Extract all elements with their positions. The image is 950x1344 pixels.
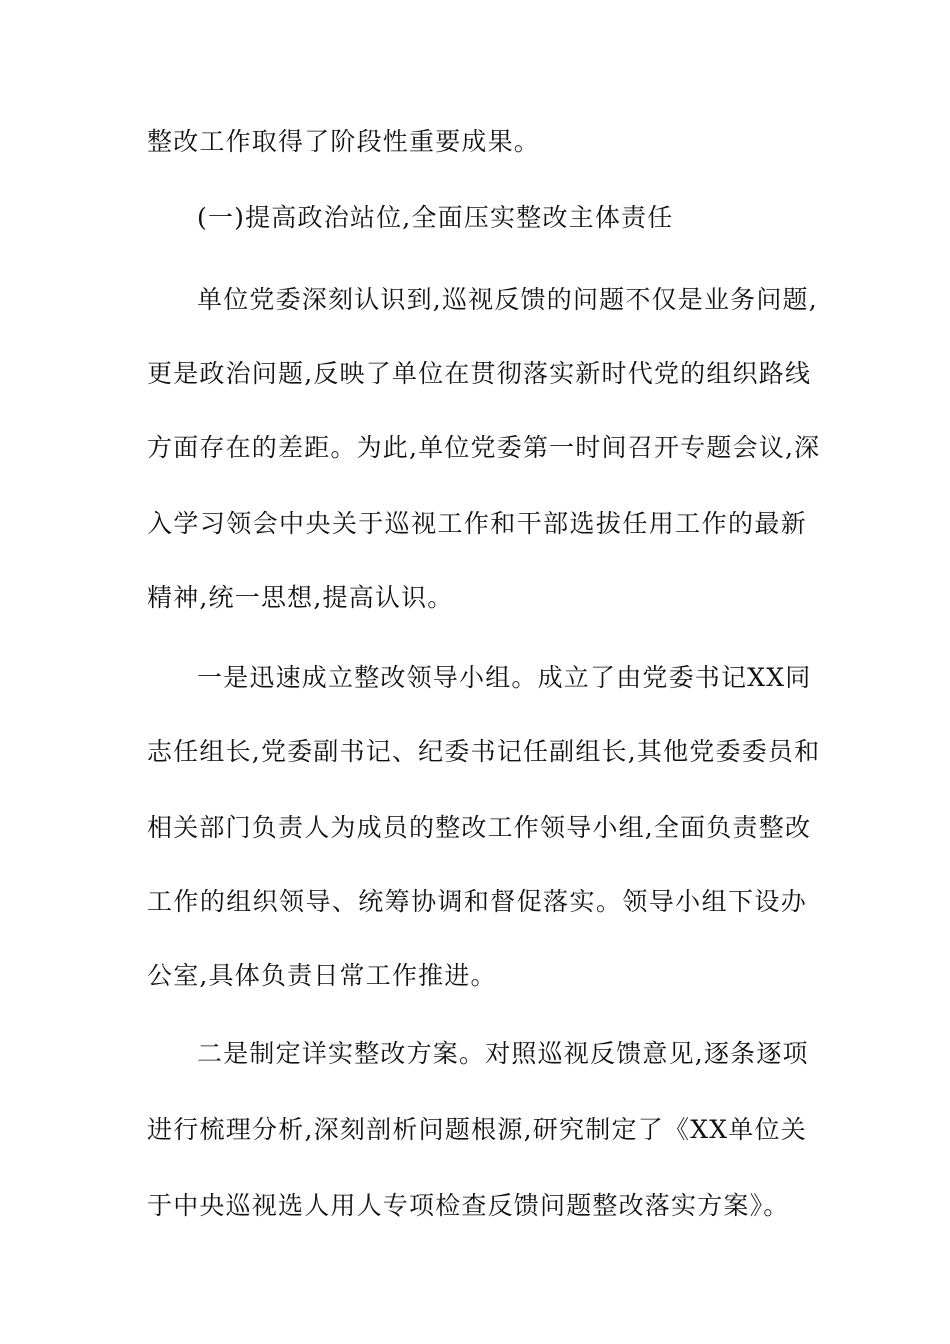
paragraph-line: 相关部门负责人为成员的整改工作领导小组,全面负责整改 [147, 813, 812, 842]
paragraph-line: 于中央巡视选人用人专项检查反馈问题整改落实方案》。 [147, 1191, 790, 1220]
paragraph-line: 进行梳理分析,深刻剖析问题根源,研究制定了《XX单位关 [147, 1115, 807, 1144]
paragraph-line: 入学习领会中央关于巡视工作和干部选拔任用工作的最新 [147, 509, 807, 538]
paragraph-line: 单位党委深刻认识到,巡视反馈的问题不仅是业务问题, [197, 285, 818, 314]
paragraph-line: 二是制定详实整改方案。对照巡视反馈意见,逐条逐项 [197, 1039, 809, 1068]
paragraph-line: 工作的组织领导、统筹协调和督促落实。领导小组下设办 [147, 887, 807, 916]
section-heading: (一)提高政治站位,全面压实整改主体责任 [197, 203, 674, 232]
paragraph-line: 更是政治问题,反映了单位在贯彻落实新时代党的组织路线 [147, 359, 812, 388]
paragraph-line: 精神,统一思想,提高认识。 [147, 583, 454, 612]
paragraph-line: 一是迅速成立整改领导小组。成立了由党委书记XX同 [197, 663, 812, 692]
paragraph-line: 公室,具体负责日常工作推进。 [147, 961, 497, 990]
paragraph-line: 整改工作取得了阶段性重要成果。 [147, 127, 541, 156]
paragraph-line: 志任组长,党委副书记、纪委书记任副组长,其他党委委员和 [147, 737, 821, 766]
paragraph-line: 方面存在的差距。为此,单位党委第一时间召开专题会议,深 [147, 433, 821, 462]
